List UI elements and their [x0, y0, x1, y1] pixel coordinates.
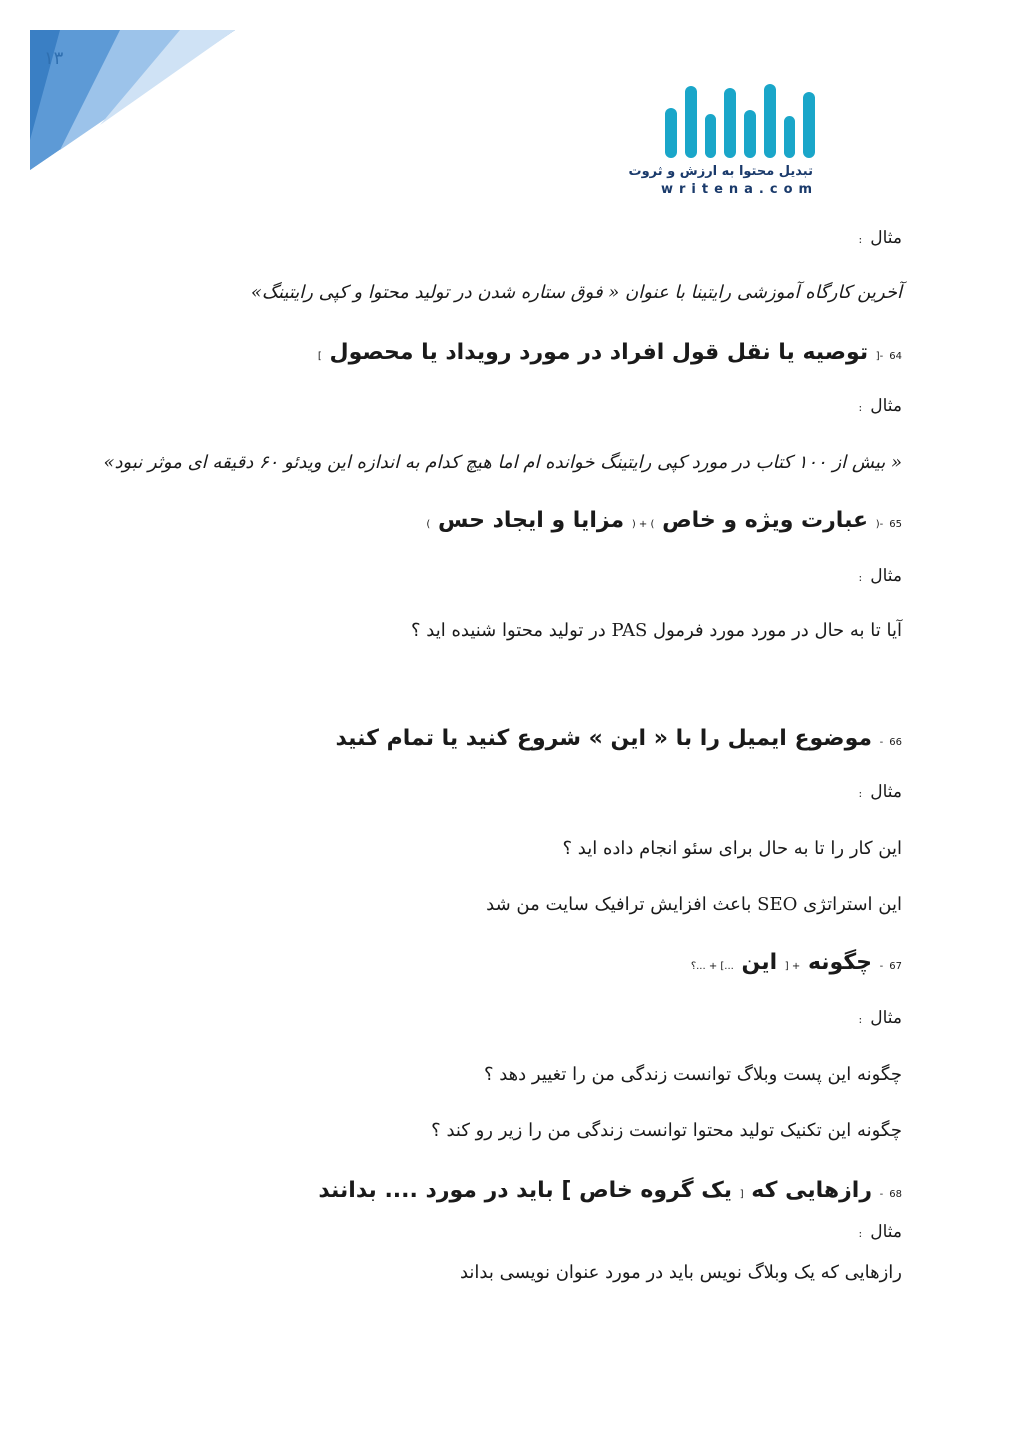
example-text: آخرین کارگاه آموزشی رایتینا با عنوان « فوق ستاره شدن در تولید محتوا و کپی رایتینگ» [250, 282, 902, 303]
heading-title: موضوع ایمیل را با « این » شروع کنید یا تمام کنید [335, 726, 872, 751]
heading-connector: + [ [784, 961, 801, 972]
heading-number: 67 [889, 961, 902, 972]
section-heading-68 [318, 1178, 902, 1203]
heading-separator: - [879, 961, 884, 972]
example-line: چگونه این تکنیک تولید محتوا توانست زندگی من را زیر رو کند ؟ [431, 1120, 902, 1141]
heading-title: چگونه [807, 950, 872, 975]
corner-decoration [0, 0, 240, 180]
section-heading-67 [691, 950, 902, 975]
section-heading-65 [426, 508, 902, 533]
heading-number: 65 [889, 519, 902, 530]
example-text: آیا تا به حال در مورد مورد فرمول PAS در تولید محتوا شنیده اید ؟ [410, 620, 902, 641]
example-text: « بیش از ۱۰۰ کتاب در مورد کپی رایتینگ خوانده ام اما هیچ کدام به اندازه این ویدئو ۶۰ دقیقه ای موثر نبود» [103, 452, 902, 473]
example-label [859, 1222, 903, 1242]
heading-separator: - [879, 1189, 884, 1200]
heading-tail: ] باید در مورد .... بدانند [318, 1178, 572, 1203]
section-heading-66 [335, 726, 902, 751]
heading-number: 68 [889, 1189, 902, 1200]
heading-separator: -( [875, 519, 884, 530]
heading-number: 64 [889, 351, 902, 362]
label-text: مثال [870, 396, 902, 416]
heading-title: رازهایی که [751, 1178, 872, 1203]
logo-url: writena.com [661, 182, 819, 197]
label-colon: : [858, 233, 863, 246]
example-line: این استراتژی SEO باعث افزایش ترافیک سایت من شد [486, 894, 902, 915]
example-line: این کار را تا به حال برای سئو انجام داده اید ؟ [562, 838, 902, 859]
heading-title-2: مزایا و ایجاد حس [437, 508, 625, 533]
heading-title-2: این [741, 950, 778, 975]
example-label [859, 228, 903, 248]
heading-title-2: یک گروه خاص [579, 1178, 733, 1203]
heading-separator: - [879, 737, 884, 748]
heading-separator: -[ [875, 351, 884, 362]
heading-connector: [ [739, 1189, 744, 1200]
label-text: مثال [870, 566, 902, 586]
example-label [859, 566, 903, 586]
label-colon: : [858, 571, 863, 584]
heading-tail: ] [317, 351, 322, 362]
label-text: مثال [870, 1008, 902, 1028]
label-colon: : [858, 401, 863, 414]
heading-number: 66 [889, 737, 902, 748]
heading-connector: ) + ( [631, 519, 655, 530]
example-label [859, 782, 903, 802]
heading-title: توصیه یا نقل قول افراد در مورد رویداد یا محصول [329, 340, 869, 365]
section-heading-64 [318, 340, 902, 365]
example-text: رازهایی که یک وبلاگ نویس باید در مورد عنوان نویسی بداند [459, 1262, 902, 1283]
label-text: مثال [870, 782, 902, 802]
writena-logo [628, 78, 825, 198]
heading-tail: ...] + ...؟ [690, 961, 734, 972]
logo-mark [665, 78, 815, 158]
label-text: مثال [870, 228, 902, 248]
page-number: ١٣ [44, 48, 64, 69]
heading-tail: ) [426, 519, 431, 530]
label-colon: : [858, 1227, 863, 1240]
label-colon: : [858, 1013, 863, 1026]
logo-tagline: تبدیل محتوا به ارزش و ثروت [628, 164, 813, 179]
label-text: مثال [870, 1222, 902, 1242]
example-label [859, 396, 903, 416]
example-line: چگونه این پست وبلاگ توانست زندگی من را تغییر دهد ؟ [483, 1064, 902, 1085]
example-label [859, 1008, 903, 1028]
label-colon: : [858, 787, 863, 800]
heading-title: عبارت ویژه و خاص [662, 508, 869, 533]
